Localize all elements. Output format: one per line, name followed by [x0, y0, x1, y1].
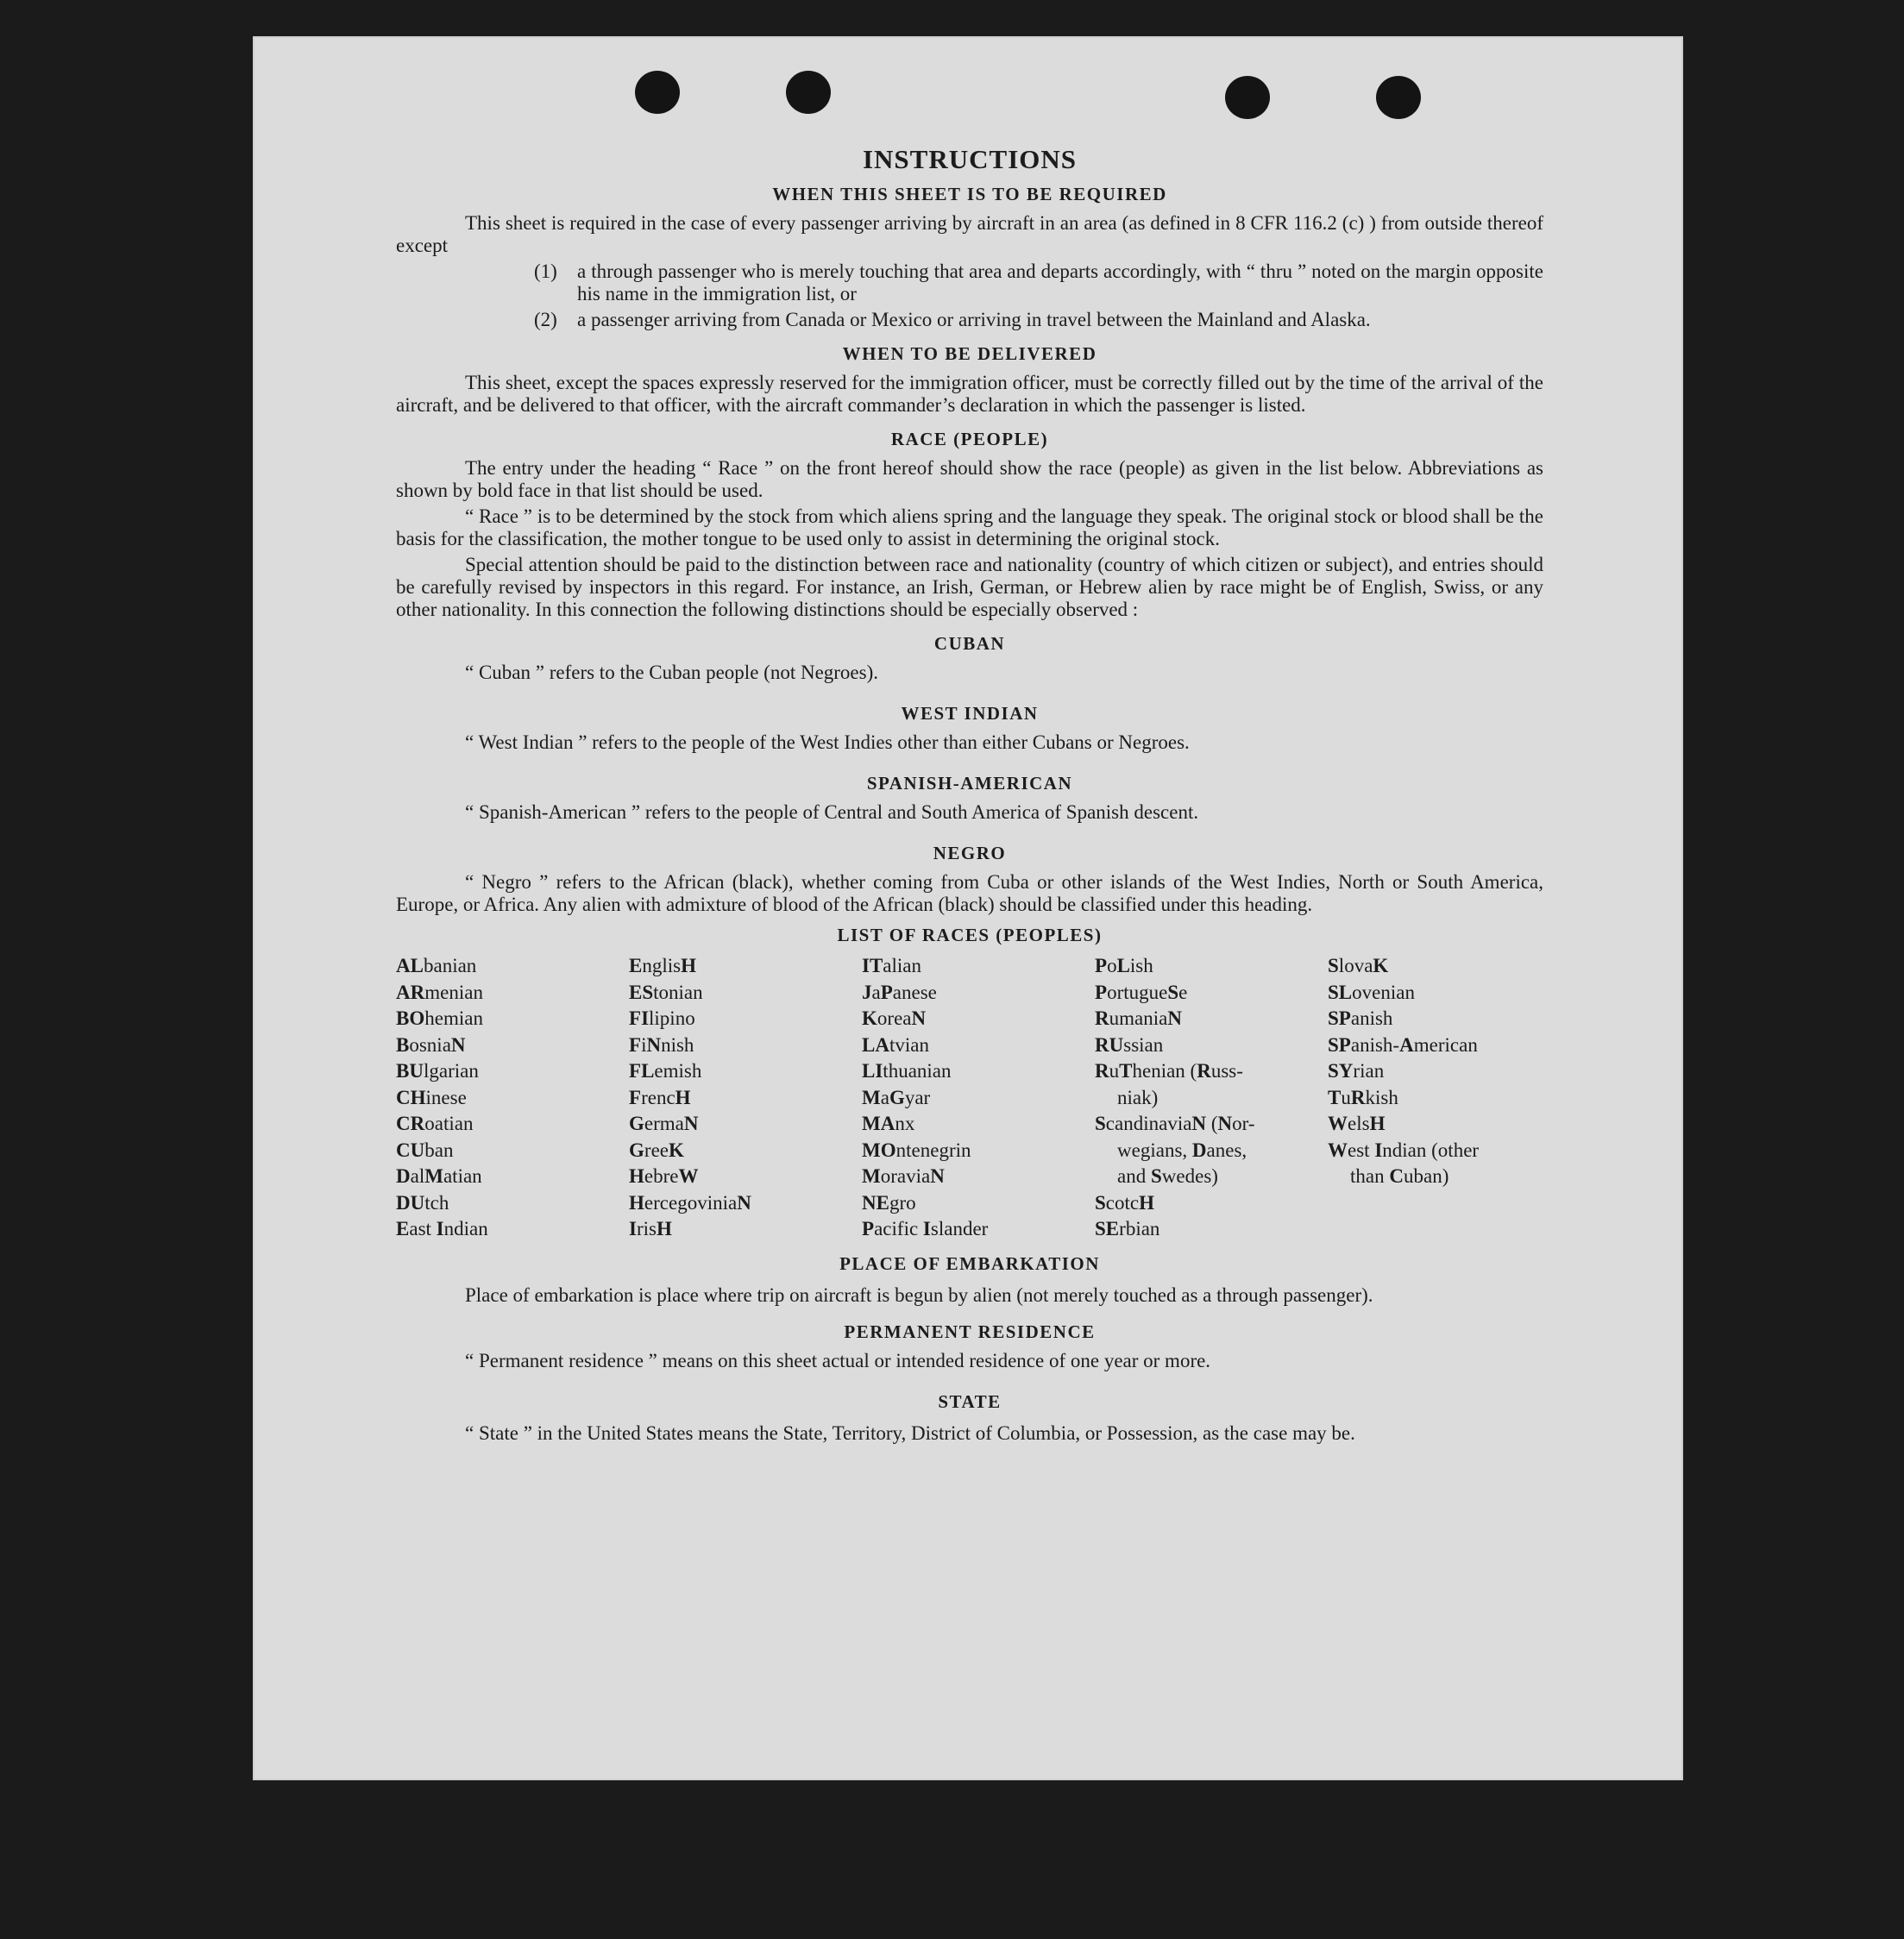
paragraph: “ Permanent residence ” means on this sheet actual or intended residence of one year or more. — [465, 1349, 1211, 1371]
punch-hole — [1225, 76, 1270, 119]
document-title: INSTRUCTIONS — [862, 144, 1077, 174]
section-heading: WHEN THIS SHEET IS TO BE REQUIRED — [772, 184, 1167, 204]
race-entry: IrisH — [629, 1218, 672, 1239]
section-heading: SPANISH-AMERICAN — [866, 773, 1073, 794]
race-entry: CHinese — [396, 1086, 467, 1108]
race-entry: HebreW — [629, 1165, 699, 1187]
item-text: a passenger arriving from Canada or Mexico or arriving in travel between the Mainland and Alaska. — [577, 309, 1371, 330]
race-entry: SPanish-American — [1328, 1033, 1478, 1056]
punch-hole — [635, 71, 680, 114]
race-entry: East Indian — [396, 1218, 488, 1239]
race-entry: Pacific Islander — [862, 1218, 989, 1239]
list-item — [534, 260, 1543, 305]
race-column — [862, 953, 1078, 1243]
item-number: (2) — [534, 309, 557, 330]
race-entry: BosniaN — [396, 1033, 466, 1056]
race-entry: GreeK — [629, 1139, 684, 1161]
race-entry: RuThenian (Russ- — [1095, 1060, 1243, 1082]
race-entry: niak) — [1117, 1086, 1159, 1108]
race-entry: EStonian — [629, 981, 703, 1003]
race-entry: DalMatian — [396, 1165, 482, 1187]
paragraph: Place of embarkation is place where trip on aircraft is begun by alien (not merely touched as a through passenger). — [465, 1283, 1373, 1306]
race-entry: ITalian — [862, 955, 922, 976]
race-entry: PoLish — [1095, 955, 1153, 976]
section-heading: RACE (PEOPLE) — [890, 429, 1049, 449]
race-entry: ALbanian — [396, 955, 477, 976]
race-entry: SlovaK — [1328, 955, 1389, 976]
paragraph: “ Cuban ” refers to the Cuban people (not Negroes). — [465, 662, 879, 683]
race-entry: CUban — [396, 1139, 454, 1161]
race-entry: MaGyar — [862, 1086, 931, 1108]
section-heading: LIST OF RACES (PEOPLES) — [837, 925, 1103, 945]
item-text: a through passenger who is merely touching that area and departs accordingly, with “ thru ” noted on the margin opposite his name in the immigration list, or — [577, 260, 1543, 304]
document-content — [396, 144, 1543, 1447]
race-entry: PortugueSe — [1095, 981, 1188, 1003]
race-entry: RumaniaN — [1095, 1007, 1182, 1029]
race-entry: KoreaN — [862, 1007, 927, 1029]
race-entry: FrencH — [629, 1086, 691, 1108]
race-entry: MAnx — [862, 1113, 915, 1134]
race-entry: than Cuban) — [1350, 1165, 1449, 1187]
race-entry: RUssian — [1095, 1033, 1164, 1056]
paragraph: “ Spanish-American ” refers to the people of Central and South America of Spanish descent. — [465, 801, 1199, 823]
race-entry: SYrian — [1328, 1060, 1385, 1082]
paragraph: “ Race ” is to be determined by the stock from which aliens spring and the language they speak. The original stock or blood shall be the basis for the classification, the mother tongue to be used only to assist in determining the original stock. — [396, 505, 1543, 549]
race-entry: BUlgarian — [396, 1060, 479, 1082]
paragraph: Special attention should be paid to the distinction between race and nationality (country of which citizen or subject), and entries should be carefully revised by inspectors in this regard. For instance, an Irish, German, or Hebrew alien by race might be of English, Swiss, or any other nationality. In this connection the following distinctions should be especially observed : — [396, 554, 1543, 620]
race-entry: DUtch — [396, 1191, 449, 1214]
race-column — [396, 953, 612, 1243]
race-column — [629, 953, 845, 1243]
list-item — [534, 309, 1543, 331]
race-entry: HercegoviniaN — [629, 1191, 751, 1214]
section-heading: PLACE OF EMBARKATION — [839, 1252, 1100, 1274]
paragraph: “ West Indian ” refers to the people of the West Indies other than either Cubans or Negroes. — [465, 731, 1190, 753]
race-entry: FIlipino — [629, 1007, 695, 1029]
race-entry: LAtvian — [862, 1033, 929, 1056]
race-entry: BOhemian — [396, 1007, 483, 1029]
race-entry: West Indian (other — [1328, 1139, 1480, 1161]
section-heading: PERMANENT RESIDENCE — [844, 1321, 1096, 1342]
race-entry: SErbian — [1095, 1218, 1160, 1239]
race-entry: JaPanese — [862, 981, 937, 1003]
race-entry: FiNnish — [629, 1033, 694, 1056]
race-entry: SPanish — [1328, 1007, 1393, 1029]
race-entry: MOntenegrin — [862, 1139, 971, 1161]
section-heading: WHEN TO BE DELIVERED — [842, 343, 1097, 364]
race-entry: LIthuanian — [862, 1060, 952, 1082]
race-entry: wegians, Danes, — [1117, 1139, 1247, 1161]
race-entry: MoraviaN — [862, 1165, 945, 1187]
race-entry: SLovenian — [1328, 981, 1415, 1003]
section-heading: WEST INDIAN — [901, 703, 1039, 724]
punch-hole — [786, 71, 831, 114]
paragraph: This sheet is required in the case of every passenger arriving by aircraft in an area (as defined in 8 CFR 116.2 (c) ) from outside thereof except — [396, 212, 1543, 256]
document-sheet — [253, 36, 1683, 1780]
paragraph: This sheet, except the spaces expressly reserved for the immigration officer, must be correctly filled out by the time of the arrival of the aircraft, and be delivered to that officer, with the aircraft commander’s declaration in which the passenger is listed. — [396, 372, 1543, 416]
item-number: (1) — [534, 260, 557, 282]
race-entry: EnglisH — [629, 955, 696, 976]
race-entry: CRoatian — [396, 1113, 474, 1134]
race-column — [1095, 953, 1310, 1243]
race-entry: GermaN — [629, 1113, 699, 1134]
race-column — [1328, 953, 1543, 1243]
race-entry: and Swedes) — [1117, 1165, 1218, 1187]
race-entry: ScotcH — [1095, 1191, 1155, 1214]
paragraph: “ Negro ” refers to the African (black), whether coming from Cuba or other islands of the West Indies, North or South America, Europe, or Africa. Any alien with admixture of blood of the African (black) should be classified under this heading. — [396, 871, 1543, 915]
paragraph: “ State ” in the United States means the State, Territory, District of Columbia, or Possession, as the case may be. — [465, 1421, 1355, 1444]
race-entry: TuRkish — [1328, 1086, 1398, 1108]
race-entry: ScandinaviaN (Nor- — [1095, 1113, 1255, 1134]
race-list — [396, 953, 1543, 1243]
punch-hole — [1376, 76, 1421, 119]
race-entry: NEgro — [862, 1191, 916, 1214]
race-entry: FLemish — [629, 1060, 702, 1082]
section-heading: CUBAN — [933, 633, 1006, 654]
section-heading: STATE — [938, 1390, 1002, 1412]
section-heading: NEGRO — [933, 843, 1007, 863]
race-entry: WelsH — [1328, 1113, 1386, 1134]
race-entry: ARmenian — [396, 981, 483, 1003]
paragraph: The entry under the heading “ Race ” on the front hereof should show the race (people) as given in the list below. Abbreviations as shown by bold face in that list should be used. — [396, 457, 1543, 501]
